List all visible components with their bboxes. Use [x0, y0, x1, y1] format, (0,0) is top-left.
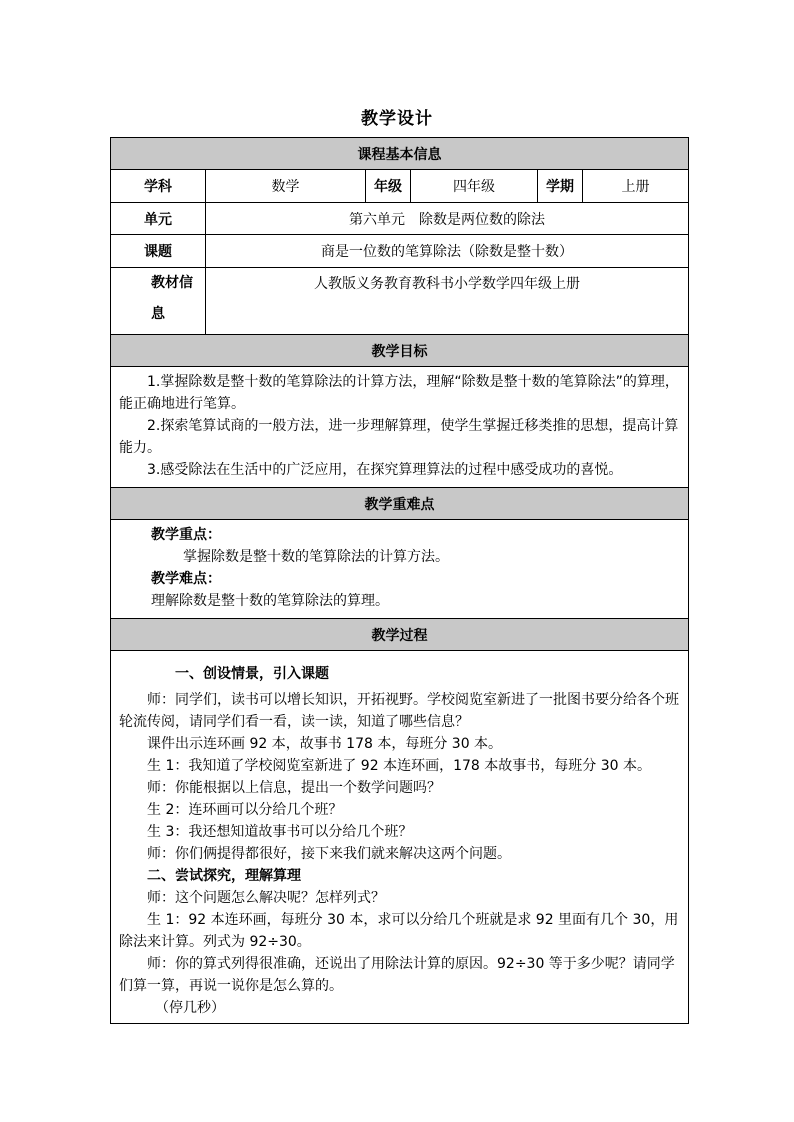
key-point-text: 掌握除数是整十数的笔算除法的计算方法。	[183, 549, 449, 565]
process-body	[111, 651, 689, 1024]
subject-label: 学科	[111, 170, 206, 203]
process-paragraph: 师：你的算式列得很准确，还说出了用除法计算的原因。92÷30 等于多少呢？请同学们算一算，再说一说你是怎么算的。	[119, 956, 675, 994]
term-label: 学期	[538, 170, 583, 203]
basic-info-header: 课程基本信息	[111, 138, 689, 170]
difficulty-text: 理解除数是整十数的笔算除法的算理。	[151, 593, 389, 609]
subject-value: 数学	[206, 170, 366, 203]
section-title: 一、创设情景，引入课题	[175, 666, 329, 682]
term-value: 上册	[583, 170, 689, 203]
textbook-label: 教材信息	[111, 268, 206, 335]
process-paragraph: 生 3：我还想知道故事书可以分给几个班？	[147, 824, 413, 840]
topic-value: 商是一位数的笔算除法（除数是整十数）	[206, 235, 689, 268]
process-paragraph: 师：同学们，读书可以增长知识，开拓视野。学校阅览室新进了一批图书要分给各个班轮流传阅，请同学们看一看，读一读，知道了哪些信息？	[119, 692, 679, 730]
objectives-header: 教学目标	[111, 335, 689, 367]
difficulty-label: 教学难点：	[151, 571, 221, 587]
unit-value: 第六单元 除数是两位数的除法	[206, 203, 689, 235]
textbook-value: 人教版义务教育教科书小学数学四年级上册	[206, 268, 689, 335]
process-paragraph: 师：这个问题怎么解决呢？怎样列式？	[147, 890, 385, 906]
process-paragraph: 师：你能根据以上信息，提出一个数学问题吗？	[147, 780, 441, 796]
section-title: 二、尝试探究，理解算理	[147, 868, 301, 884]
grade-label: 年级	[366, 170, 411, 203]
pause-note: （停几秒）	[155, 1000, 225, 1016]
process-paragraph: 生 1：92 本连环画，每班分 30 本，求可以分给几个班就是求 92 里面有几个 30，用除法来计算。列式为 92÷30。	[119, 912, 679, 950]
objectives-body	[111, 367, 689, 488]
process-paragraph: 课件出示连环画 92 本，故事书 178 本，每班分 30 本。	[147, 736, 503, 752]
key-points-body	[111, 520, 689, 619]
grade-value: 四年级	[411, 170, 538, 203]
topic-label: 课题	[111, 235, 206, 268]
unit-label: 单元	[111, 203, 206, 235]
objective-item: 2.探索笔算试商的一般方法，进一步理解算理，使学生掌握迁移类推的思想，提高计算能力。	[119, 418, 679, 456]
key-point-label: 教学重点：	[151, 527, 221, 543]
process-paragraph: 生 1：我知道了学校阅览室新进了 92 本连环画，178 本故事书，每班分 30 本。	[147, 758, 651, 774]
objective-item: 3.感受除法在生活中的广泛应用，在探究算理算法的过程中感受成功的喜悦。	[147, 462, 623, 478]
lesson-plan-table	[110, 137, 689, 1024]
process-paragraph: 生 2：连环画可以分给几个班？	[147, 802, 343, 818]
objective-item: 1.掌握除数是整十数的笔算除法的计算方法，理解“除数是整十数的笔算除法”的算理，能正确地进行笔算。	[119, 374, 679, 412]
key-points-header: 教学重难点	[111, 488, 689, 520]
process-header: 教学过程	[111, 619, 689, 651]
process-paragraph: 师：你们俩提得都很好，接下来我们就来解决这两个问题。	[147, 846, 511, 862]
document-title: 教学设计	[361, 109, 433, 129]
